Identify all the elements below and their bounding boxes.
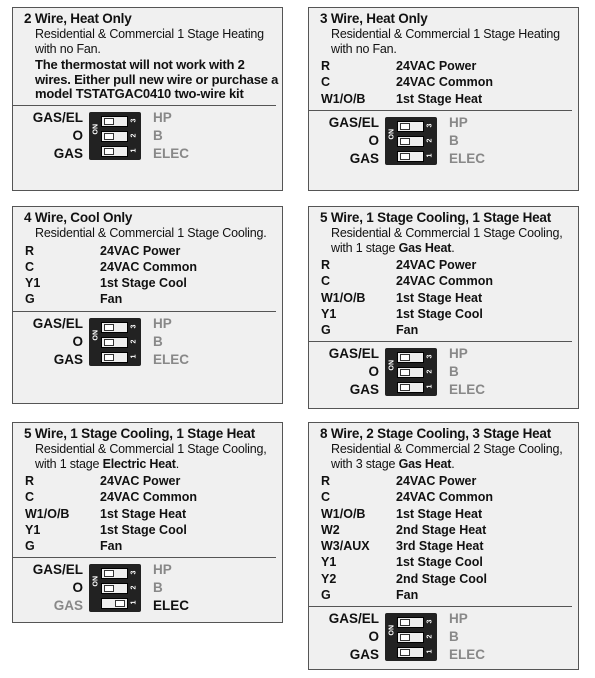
dip-switch-number: 1 — [130, 601, 138, 605]
dip-switch-number: 2 — [426, 634, 434, 639]
terminal-function: 2nd Stage Cool — [396, 571, 487, 586]
dip-switch-block — [89, 318, 141, 366]
terminal-function: 1st Stage Cool — [396, 555, 483, 570]
dip-switch-block — [89, 564, 141, 612]
dip-switch-number: 2 — [426, 370, 434, 374]
terminal-function: 1st Stage Cool — [396, 306, 483, 321]
dip-switch-knob[interactable] — [400, 384, 410, 391]
terminal-row — [25, 489, 282, 505]
wiring-card — [308, 206, 579, 409]
dip-switch-number: 1 — [426, 385, 434, 389]
terminal-function: 24VAC Power — [396, 474, 477, 488]
terminal-function: 24VAC Power — [396, 258, 477, 272]
switch-label-left: GAS/EL — [328, 611, 379, 627]
dip-switch-knob[interactable] — [104, 570, 114, 577]
terminal-code: W1/O/B — [321, 91, 366, 106]
switch-label-right: HP — [449, 611, 468, 627]
dip-switch[interactable] — [101, 146, 128, 157]
terminal-row — [321, 257, 578, 273]
terminal-code: W3/AUX — [321, 539, 370, 554]
card-title: 5 Wire, 1 Stage Cooling, 1 Stage Heat — [320, 210, 552, 225]
terminal-row — [321, 273, 578, 289]
terminal-row — [321, 473, 578, 489]
dip-switch-knob[interactable] — [400, 619, 410, 626]
terminal-code: R — [321, 258, 331, 272]
switch-label-right: ELEC — [449, 382, 486, 398]
terminal-function: 1st Stage Heat — [396, 290, 483, 305]
terminal-function: 24VAC Common — [100, 259, 198, 274]
dip-switch-number: 1 — [426, 153, 434, 158]
dip-switch[interactable] — [101, 568, 128, 579]
dip-switch-knob[interactable] — [400, 369, 410, 376]
terminal-row — [321, 554, 578, 570]
dip-switch-knob[interactable] — [400, 634, 410, 641]
dip-switch-knob[interactable] — [104, 324, 114, 331]
terminal-function: 24VAC Common — [396, 274, 494, 289]
dip-switch[interactable] — [101, 116, 128, 127]
terminal-code: G — [25, 292, 35, 307]
dip-switch[interactable] — [101, 352, 128, 363]
dip-switch[interactable] — [397, 632, 424, 643]
terminal-code: C — [321, 490, 331, 505]
terminal-function: Fan — [100, 539, 123, 554]
terminal-function: 24VAC Power — [100, 243, 181, 258]
terminal-function: 24VAC Common — [396, 490, 494, 505]
terminal-code: R — [321, 59, 331, 73]
description-text: Residential & Commercial 1 Stage Heating with no Fan. — [331, 27, 560, 56]
dip-switch-number: 3 — [130, 571, 138, 575]
terminal-row — [321, 322, 578, 338]
dip-switch-block — [385, 348, 437, 396]
terminal-function: 24VAC Power — [100, 474, 181, 488]
switch-label-left: O — [368, 629, 379, 645]
on-label: ON — [388, 128, 396, 140]
card-description — [331, 442, 578, 471]
switch-label-right: B — [153, 333, 163, 349]
dip-switch[interactable] — [101, 322, 128, 333]
switch-label-right: ELEC — [449, 150, 486, 166]
wiring-card — [12, 206, 283, 404]
switch-label-left: GAS — [349, 150, 379, 166]
terminal-function: Fan — [396, 323, 419, 338]
switch-label-left: GAS/EL — [32, 109, 83, 125]
switch-label-right: HP — [153, 562, 172, 578]
switch-label-left: GAS — [53, 145, 83, 161]
switch-label-right: B — [153, 580, 163, 596]
description-heat-type: Gas Heat — [398, 456, 452, 471]
dip-switch-block — [89, 112, 141, 160]
on-label: ON — [388, 360, 396, 371]
terminal-function: 24VAC Common — [396, 75, 494, 90]
terminal-code: C — [321, 75, 331, 90]
terminal-function: 3rd Stage Heat — [396, 539, 484, 554]
terminal-row — [321, 306, 578, 322]
dip-switch-block — [385, 613, 437, 661]
switch-label-left: O — [72, 333, 83, 349]
dip-switch[interactable] — [397, 367, 424, 378]
terminal-row — [321, 58, 578, 74]
terminal-row — [25, 275, 282, 291]
card-title: 2 Wire, Heat Only — [24, 11, 132, 26]
switch-label-left: GAS/EL — [328, 114, 379, 130]
terminal-function: 1st Stage Heat — [100, 506, 187, 521]
switch-label-left: O — [72, 127, 83, 143]
dip-switch-number: 1 — [426, 649, 434, 654]
switch-label-right: B — [449, 364, 459, 380]
terminal-row — [25, 291, 282, 307]
dip-switch-section — [13, 558, 282, 616]
warning-note: The thermostat will not work with 2 wires. Either pull new wire or purchase a model TSTATGAC0410 two-wire kit — [35, 57, 279, 101]
terminal-code: C — [321, 274, 331, 289]
description-text: Residential & Commercial 1 Stage Cooling, with 1 stage — [331, 226, 563, 255]
switch-label-right: ELEC — [153, 351, 190, 367]
card-title: 4 Wire, Cool Only — [24, 210, 133, 225]
terminal-row — [25, 473, 282, 489]
switch-label-right: B — [153, 127, 163, 143]
dip-switch-number: 3 — [426, 355, 434, 359]
terminal-row — [25, 506, 282, 522]
terminal-list — [321, 473, 578, 603]
dip-switch-number: 1 — [130, 148, 138, 152]
dip-switch-knob[interactable] — [104, 585, 114, 592]
dip-switch[interactable] — [101, 598, 128, 609]
dip-switch-section — [13, 106, 282, 164]
on-label: ON — [388, 625, 396, 636]
terminal-row — [25, 259, 282, 275]
terminal-list — [321, 257, 578, 338]
dip-switch-number: 1 — [130, 354, 138, 359]
dip-switch-number: 3 — [130, 324, 138, 329]
card-title: 8 Wire, 2 Stage Cooling, 3 Stage Heat — [320, 426, 552, 441]
switch-label-left: GAS — [349, 382, 379, 398]
dip-switch[interactable] — [397, 121, 424, 132]
dip-switch-knob[interactable] — [115, 600, 125, 607]
card-description — [35, 442, 282, 471]
card-title: 5 Wire, 1 Stage Cooling, 1 Stage Heat — [24, 426, 256, 441]
terminal-row — [321, 489, 578, 505]
terminal-list — [25, 473, 282, 554]
dip-switch-knob[interactable] — [104, 133, 114, 140]
terminal-row — [321, 74, 578, 90]
switch-label-left: O — [72, 580, 83, 596]
dip-switch-knob[interactable] — [104, 148, 114, 155]
terminal-row — [321, 587, 578, 603]
switch-label-left: GAS/EL — [32, 562, 83, 578]
dip-switch-knob[interactable] — [400, 354, 410, 361]
dip-switch[interactable] — [397, 647, 424, 658]
on-label: ON — [92, 576, 100, 587]
switch-label-right: HP — [153, 315, 172, 331]
terminal-code: R — [25, 474, 35, 488]
description-text: Residential & Commercial 1 Stage Heating with no Fan. — [35, 27, 264, 56]
terminal-code: G — [321, 588, 331, 603]
terminal-row — [25, 243, 282, 259]
switch-label-right: HP — [449, 346, 468, 362]
dip-switch-section — [309, 342, 578, 400]
switch-label-left: GAS/EL — [32, 315, 83, 331]
terminal-row — [25, 538, 282, 554]
dip-switch-knob[interactable] — [400, 649, 410, 656]
terminal-code: Y1 — [25, 522, 41, 537]
terminal-code: G — [321, 323, 331, 338]
switch-label-left: O — [368, 132, 379, 148]
dip-switch-knob[interactable] — [400, 123, 410, 130]
on-label: ON — [92, 123, 100, 134]
dip-switch[interactable] — [397, 136, 424, 147]
card-description — [35, 27, 282, 56]
terminal-function: 1st Stage Cool — [100, 522, 187, 537]
dip-switch-section — [309, 607, 578, 665]
description-text: Residential & Commercial 1 Stage Cooling, with 1 stage — [35, 442, 267, 471]
switch-label-left: GAS — [53, 351, 83, 367]
wiring-card — [308, 422, 579, 670]
wiring-card — [12, 7, 283, 191]
switch-label-right: ELEC — [449, 647, 486, 663]
dip-switch-knob[interactable] — [104, 339, 114, 346]
terminal-list — [321, 58, 578, 107]
dip-switch-number: 2 — [130, 339, 138, 344]
dip-switch-knob[interactable] — [104, 118, 114, 125]
switch-label-right: ELEC — [153, 598, 190, 614]
card-description — [331, 27, 578, 56]
terminal-code: W1/O/B — [25, 506, 70, 521]
terminal-row — [321, 290, 578, 306]
terminal-code: Y1 — [321, 555, 337, 570]
dip-switch-number: 2 — [130, 586, 138, 590]
description-end: . — [451, 240, 455, 255]
terminal-code: W1/O/B — [321, 506, 366, 521]
dip-switch-knob[interactable] — [400, 138, 410, 145]
dip-switch[interactable] — [397, 382, 424, 393]
terminal-function: Fan — [100, 292, 123, 307]
description-end: . — [175, 456, 180, 471]
terminal-function: 1st Stage Cool — [100, 276, 187, 291]
switch-label-left: GAS — [53, 598, 83, 614]
terminal-code: R — [25, 243, 35, 258]
switch-label-left: O — [368, 364, 379, 380]
terminal-code: C — [25, 259, 35, 274]
wiring-card — [308, 7, 579, 191]
switch-label-left: GAS — [349, 647, 379, 663]
dip-switch-number: 2 — [130, 133, 138, 137]
switch-label-right: ELEC — [153, 145, 190, 161]
card-title: 3 Wire, Heat Only — [320, 11, 428, 26]
terminal-row — [321, 506, 578, 522]
dip-switch[interactable] — [101, 337, 128, 348]
switch-label-right: B — [449, 629, 459, 645]
description-heat-type: Electric Heat — [102, 456, 176, 471]
switch-label-right: B — [449, 132, 459, 148]
dip-switch-knob[interactable] — [400, 153, 410, 160]
terminal-function: 24VAC Common — [100, 490, 198, 505]
terminal-function: 24VAC Power — [396, 59, 477, 73]
on-label: ON — [92, 329, 100, 341]
description-heat-type: Gas Heat — [398, 240, 452, 255]
description-text: Residential & Commercial 1 Stage Cooling. — [35, 226, 267, 240]
dip-switch[interactable] — [101, 131, 128, 142]
description-end: . — [451, 456, 455, 471]
terminal-code: W1/O/B — [321, 290, 366, 305]
terminal-row — [321, 571, 578, 587]
dip-switch[interactable] — [397, 151, 424, 162]
wiring-card — [12, 422, 283, 623]
terminal-code: R — [321, 474, 331, 488]
dip-switch-block — [385, 117, 437, 165]
description-text: Residential & Commercial 2 Stage Cooling, with 3 stage — [331, 442, 563, 471]
dip-switch-number: 3 — [426, 619, 434, 624]
terminal-row — [321, 91, 578, 107]
terminal-code: Y2 — [321, 571, 337, 586]
card-description — [331, 226, 578, 255]
terminal-row — [321, 538, 578, 554]
terminal-code: Y1 — [25, 276, 41, 291]
terminal-row — [321, 522, 578, 538]
terminal-function: Fan — [396, 588, 419, 603]
dip-switch-number: 3 — [426, 123, 434, 128]
dip-switch-knob[interactable] — [104, 354, 114, 361]
dip-switch[interactable] — [397, 617, 424, 628]
dip-switch-number: 3 — [130, 118, 138, 122]
switch-label-right: HP — [449, 114, 468, 130]
terminal-row — [25, 522, 282, 538]
terminal-code: Y1 — [321, 306, 337, 321]
terminal-function: 1st Stage Heat — [396, 506, 483, 521]
terminal-function: 2nd Stage Heat — [396, 522, 487, 537]
dip-switch-section — [13, 312, 282, 370]
dip-switch[interactable] — [101, 583, 128, 594]
dip-switch-number: 2 — [426, 138, 434, 143]
terminal-code: C — [25, 490, 35, 505]
terminal-list — [25, 243, 282, 308]
switch-label-right: HP — [153, 109, 172, 125]
terminal-function: 1st Stage Heat — [396, 91, 483, 106]
switch-label-left: GAS/EL — [328, 346, 379, 362]
terminal-code: G — [25, 539, 35, 554]
terminal-code: W2 — [321, 522, 340, 537]
dip-switch[interactable] — [397, 352, 424, 363]
card-description — [35, 226, 282, 241]
dip-switch-section — [309, 111, 578, 169]
